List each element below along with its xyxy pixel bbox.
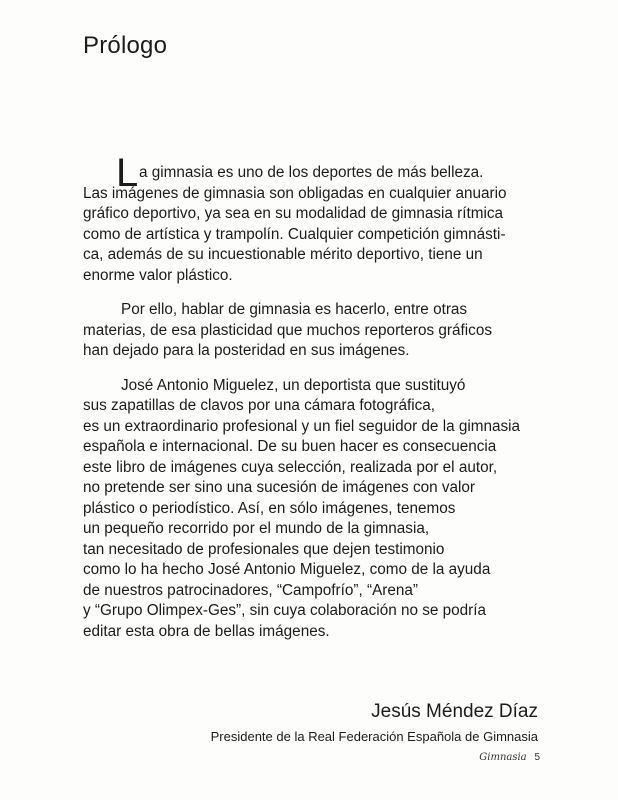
- text-line: española e internacional. De su buen hacer es consecuencia: [83, 438, 497, 455]
- text-line: plástico o periodístico. Así, en sólo imágenes, tenemos: [83, 499, 456, 517]
- text-line: este libro de imágenes cuya selección, realizada por el autor,: [83, 458, 498, 476]
- text-line: tan necesitado de profesionales que dejen testimonio: [83, 540, 445, 558]
- text-line: Por ello, hablar de gimnasia es hacerlo, entre otras: [121, 301, 468, 318]
- prologue-body: [83, 151, 543, 642]
- text-line: enorme valor plástico.: [83, 266, 233, 284]
- text-line: y “Grupo Olimpex-Ges”, sin cuya colaboración no se podría: [83, 602, 486, 619]
- page-number: 5: [534, 752, 540, 763]
- page-footer: [479, 752, 540, 764]
- text-line: es un extraordinario profesional y un fiel seguidor de la gimnasia: [83, 417, 521, 435]
- magazine-name: Gimnasia: [479, 752, 527, 763]
- text-line: José Antonio Miguelez, un deportista que sustituyó: [121, 376, 466, 394]
- text-line: Las imágenes de gimnasia son obligadas en cualquier anuario: [83, 184, 507, 202]
- text-line: a gimnasia es uno de los deportes de más belleza.: [139, 164, 484, 181]
- text-line: como de artística y trampolín. Cualquier competición gimnásti-: [83, 225, 506, 243]
- author-role: Presidente de la Real Federación Española de Gimnasia: [210, 729, 538, 744]
- text-line: un pequeño recorrido por el mundo de la gimnasia,: [83, 520, 430, 537]
- signature-block: [211, 700, 538, 746]
- author-name: Jesús Méndez Díaz: [371, 701, 538, 722]
- paragraph-gap: [83, 362, 543, 376]
- text-line: han dejado para la posteridad en sus imágenes.: [83, 342, 410, 359]
- text-line: ca, además de su incuestionable mérito deportivo, tiene un: [83, 246, 483, 263]
- text-line: editar esta obra de bellas imágenes.: [83, 622, 330, 640]
- text-line: como lo ha hecho José Antonio Miguelez, como de la ayuda: [83, 561, 491, 578]
- text-line: de nuestros patrocinadores, “Campofrío”, “Arena”: [83, 581, 418, 599]
- text-line: sus zapatillas de clavos por una cámara fotográfica,: [83, 397, 436, 414]
- text-line: materias, de esa plasticidad que muchos reporteros gráficos: [83, 321, 492, 339]
- paragraph-gap: [83, 286, 543, 300]
- text-line: no pretende ser sino una sucesión de imágenes con valor: [83, 479, 476, 496]
- page-title: Prólogo: [83, 32, 168, 59]
- drop-cap: L: [116, 151, 139, 195]
- text-line: gráfico deportivo, ya sea en su modalidad de gimnasia rítmica: [83, 205, 504, 222]
